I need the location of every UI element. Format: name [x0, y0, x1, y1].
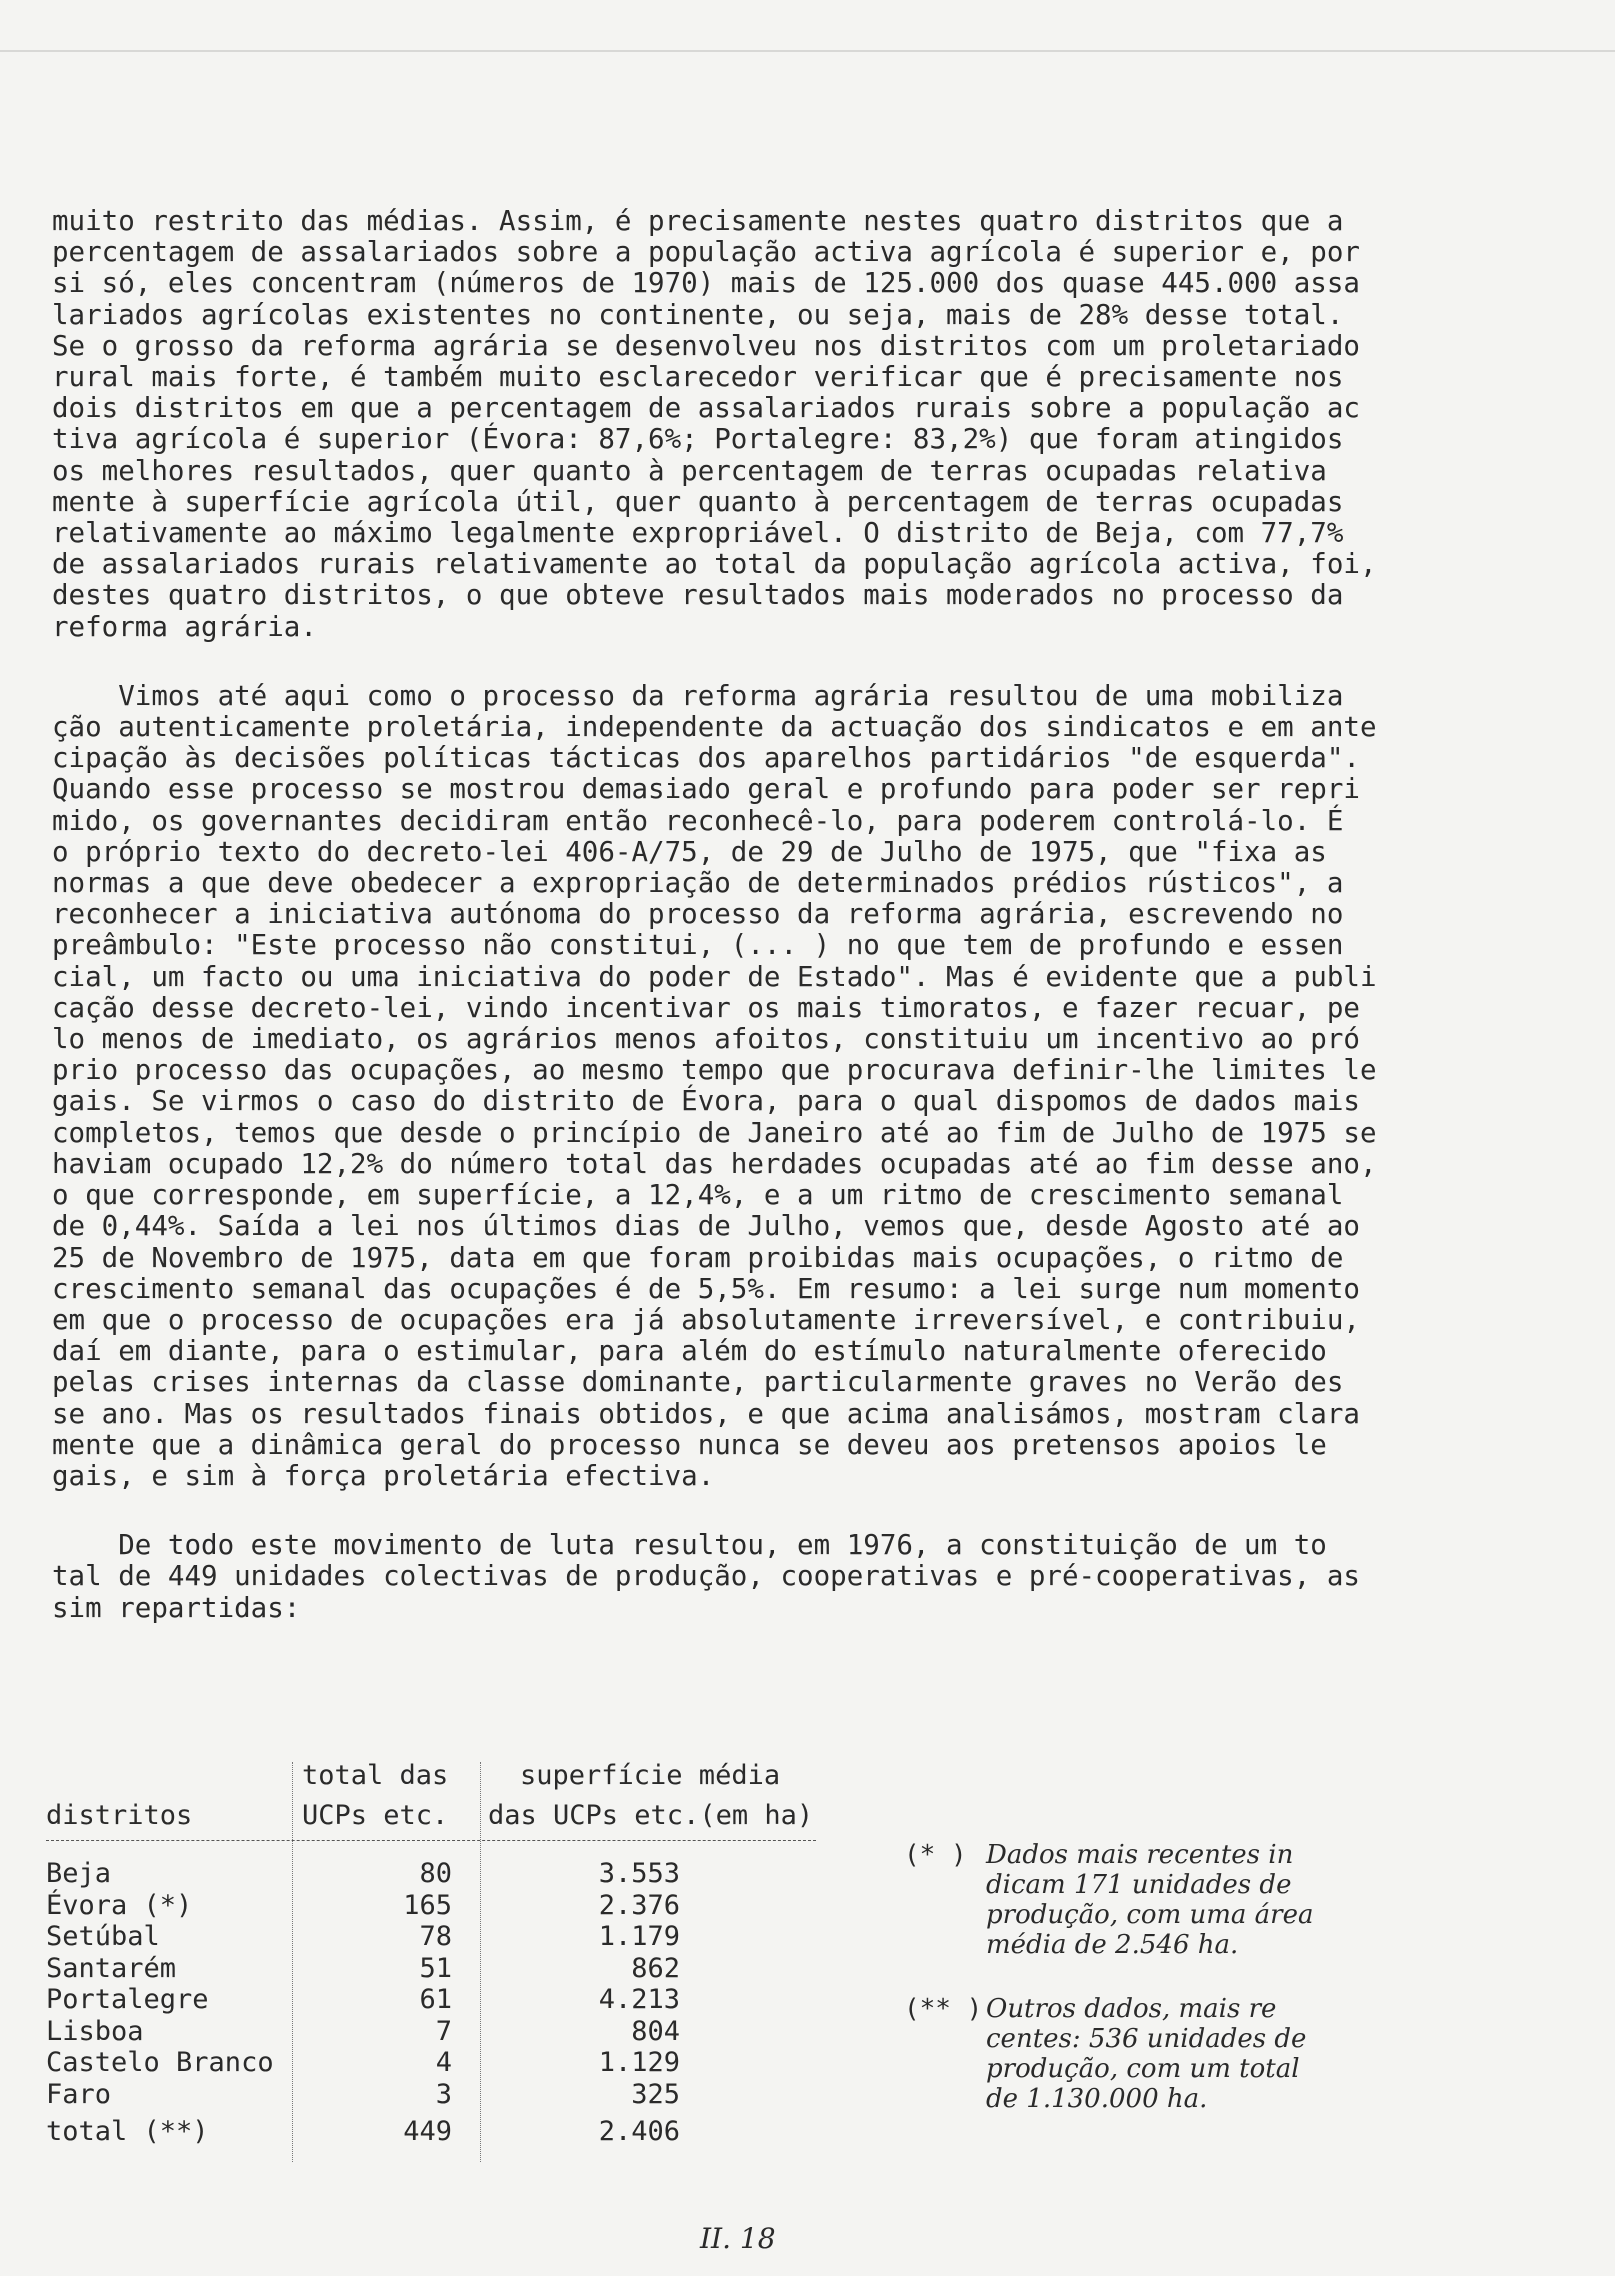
district-cell: Castelo Branco — [46, 2047, 274, 2078]
text-line: prio processo das ocupações, ao mesmo tempo que procurava definir-lhe limites le — [52, 1054, 1377, 1087]
text-line: Se o grosso da reforma agrária se desenvolveu nos distritos com um proletariado — [52, 329, 1360, 362]
text-line: dois distritos em que a percentagem de assalariados rurais sobre a população ac — [52, 392, 1360, 425]
total-cell: 80 — [419, 1858, 452, 1889]
text-line: relativamente ao máximo legalmente expropriável. O distrito de Beja, com 77,7% — [52, 517, 1344, 550]
text-line: sim repartidas: — [52, 1591, 301, 1624]
district-cell: Faro — [46, 2078, 112, 2110]
table-row — [40, 2047, 840, 2078]
page-number: II. 18 — [700, 2222, 776, 2255]
text-line: em que o processo de ocupações era já absolutamente irreversível, e contribuiu, — [52, 1303, 1360, 1336]
text-line: daí em diante, para o estimular, para além do estímulo naturalmente oferecido — [52, 1335, 1327, 1368]
table-row — [40, 1890, 840, 1921]
table-row — [40, 1953, 840, 1984]
text-line: rural mais forte, é também muito esclarecedor verificar que é precisamente nos — [52, 361, 1344, 394]
text-line: de 0,44%. Saída a lei nos últimos dias de Julho, vemos que, desde Agosto até ao — [52, 1210, 1360, 1243]
text-line: reconhecer a iniciativa autónoma do processo da reforma agrária, escrevendo no — [52, 898, 1344, 931]
footnote-line: média de 2.546 ha. — [986, 1930, 1239, 1960]
text-line: completos, temos que desde o princípio de Janeiro até ao fim de Julho de 1975 se — [52, 1116, 1377, 1149]
paragraph-districts-analysis — [52, 205, 1377, 643]
text-line: Vimos até aqui como o processo da reforma agrária resultou de uma mobiliza — [52, 679, 1344, 712]
paragraph-agrarian-reform-process — [52, 679, 1377, 1492]
total-cell: 7 — [435, 2015, 452, 2047]
table-row — [40, 2116, 840, 2147]
text-line: tiva agrícola é superior (Évora: 87,6%; Portalegre: 83,2%) que foram atingidos — [52, 423, 1344, 456]
text-line: gais. Se virmos o caso do distrito de Évora, para o qual dispomos de dados mais — [52, 1085, 1360, 1118]
total-cell: 78 — [419, 1921, 452, 1952]
area-cell: 325 — [631, 2078, 680, 2110]
text-line: mente que a dinâmica geral do processo nunca se deveu aos pretensos apoios le — [52, 1428, 1327, 1461]
text-line: destes quatro distritos, o que obteve resultados mais moderados no processo da — [52, 579, 1344, 612]
table-row — [40, 2079, 840, 2110]
footnote-line: Outros dados, mais re — [986, 1994, 1277, 2024]
text-line: cipação às decisões políticas tácticas dos aparelhos partidários "de esquerda". — [52, 742, 1360, 775]
footnote-evora — [904, 1840, 1384, 1960]
area-cell: 2.376 — [598, 1889, 680, 1921]
text-line: lo menos de imediato, os agrários menos afoitos, constituiu um incentivo ao pró — [52, 1023, 1360, 1056]
text-line: se ano. Mas os resultados finais obtidos, e que acima analisámos, mostram clara — [52, 1397, 1360, 1430]
district-cell: Lisboa — [46, 2015, 144, 2047]
text-line: preâmbulo: "Este processo não constitui, (... ) no que tem de profundo e essen — [52, 929, 1344, 962]
total-cell: 61 — [419, 1984, 452, 2015]
area-cell: 804 — [631, 2015, 680, 2047]
body-text — [52, 205, 1377, 1638]
text-line: lariados agrícolas existentes no continente, ou seja, mais de 28% desse total. — [52, 298, 1344, 331]
area-cell: 4.213 — [598, 1984, 680, 2015]
footnote-total — [904, 1994, 1384, 2114]
district-cell: Évora (*) — [46, 1889, 193, 1921]
footnote-line: centes: 536 unidades de — [986, 2024, 1307, 2054]
district-cell: Setúbal — [46, 1921, 160, 1952]
text-line: mente à superfície agrícola útil, quer quanto à percentagem de terras ocupadas — [52, 485, 1344, 518]
text-line: cial, um facto ou uma iniciativa do poder de Estado". Mas é evidente que a publi — [52, 960, 1377, 993]
area-cell: 3.553 — [598, 1858, 680, 1889]
text-line: os melhores resultados, quer quanto à percentagem de terras ocupadas relativa — [52, 454, 1327, 487]
total-cell: 4 — [435, 2047, 452, 2078]
text-line: gais, e sim à força proletária efectiva. — [52, 1459, 715, 1492]
text-line: pelas crises internas da classe dominante, particularmente graves no Verão des — [52, 1366, 1344, 1399]
scan-edge-line — [0, 50, 1615, 52]
text-line: cação desse decreto-lei, vindo incentivar os mais timoratos, e fazer recuar, pe — [52, 991, 1360, 1024]
area-cell: 862 — [631, 1952, 680, 1984]
header-area-line1: superfície média — [520, 1760, 781, 1791]
text-line: tal de 449 unidades colectivas de produção, cooperativas e pré-cooperativas, as — [52, 1560, 1360, 1593]
footnote-line: dicam 171 unidades de — [986, 1870, 1292, 1900]
district-cell: total (**) — [46, 2116, 209, 2147]
text-line: muito restrito das médias. Assim, é precisamente nestes quatro distritos que a — [52, 205, 1344, 237]
header-total-line1: total das — [302, 1760, 449, 1791]
footnote-line: produção, com um total — [986, 2054, 1300, 2084]
text-line: o próprio texto do decreto-lei 406-A/75, de 29 de Julho de 1975, que "fixa as — [52, 835, 1327, 868]
paragraph-ucp-summary — [52, 1530, 1362, 1624]
text-line: si só, eles concentram (números de 1970) mais de 125.000 dos quase 445.000 assa — [52, 267, 1360, 300]
district-cell: Beja — [46, 1858, 112, 1889]
text-line: ção autenticamente proletária, independente da actuação dos sindicatos e em ante — [52, 711, 1377, 744]
text-line: Quando esse processo se mostrou demasiado geral e profundo para poder ser repri — [52, 773, 1360, 806]
area-cell: 1.129 — [598, 2047, 680, 2078]
total-cell: 51 — [419, 1952, 452, 1984]
header-area-line2: das UCPs etc.(em ha) — [488, 1800, 814, 1831]
text-line: de assalariados rurais relativamente ao total da população agrícola activa, foi, — [52, 548, 1377, 581]
district-cell: Santarém — [46, 1952, 177, 1984]
area-cell: 1.179 — [598, 1921, 680, 1952]
table-row — [40, 1984, 840, 2015]
text-line: De todo este movimento de luta resultou, em 1976, a constituição de um to — [52, 1529, 1327, 1562]
header-total-line2: UCPs etc. — [302, 1800, 449, 1831]
table-row — [40, 1858, 840, 1889]
header-districts: distritos — [46, 1800, 193, 1831]
footnote-line: produção, com uma área — [986, 1900, 1314, 1930]
footnote-mark: (** ) — [904, 1994, 983, 2024]
text-line: mido, os governantes decidiram então reconhecê-lo, para poderem controlá-lo. É — [52, 804, 1344, 837]
text-line: 25 de Novembro de 1975, data em que foram proibidas mais ocupações, o ritmo de — [52, 1241, 1344, 1274]
table-row — [40, 2016, 840, 2047]
text-line: normas a que deve obedecer a expropriação de determinados prédios rústicos", a — [52, 867, 1344, 900]
footnote-text — [986, 1994, 1384, 2114]
header-underline — [46, 1840, 816, 1841]
total-cell: 3 — [435, 2078, 452, 2110]
text-line: percentagem de assalariados sobre a população activa agrícola é superior e, por — [52, 236, 1360, 269]
text-line: haviam ocupado 12,2% do número total das herdades ocupadas até ao fim desse ano, — [52, 1147, 1377, 1180]
text-line: crescimento semanal das ocupações é de 5,5%. Em resumo: a lei surge num momento — [52, 1272, 1360, 1305]
total-cell: 165 — [403, 1889, 452, 1921]
area-cell: 2.406 — [598, 2116, 680, 2147]
table-row — [40, 1921, 840, 1952]
district-cell: Portalegre — [46, 1984, 209, 2015]
footnote-line: Dados mais recentes in — [986, 1840, 1294, 1870]
footnote-text — [986, 1840, 1384, 1960]
footnote-mark: (* ) — [904, 1840, 967, 1870]
text-line: reforma agrária. — [52, 610, 317, 643]
total-cell: 449 — [403, 2116, 452, 2147]
footnotes — [904, 1840, 1384, 2148]
footnote-line: de 1.130.000 ha. — [986, 2084, 1208, 2114]
text-line: o que corresponde, em superfície, a 12,4%, e a um ritmo de crescimento semanal — [52, 1179, 1344, 1212]
